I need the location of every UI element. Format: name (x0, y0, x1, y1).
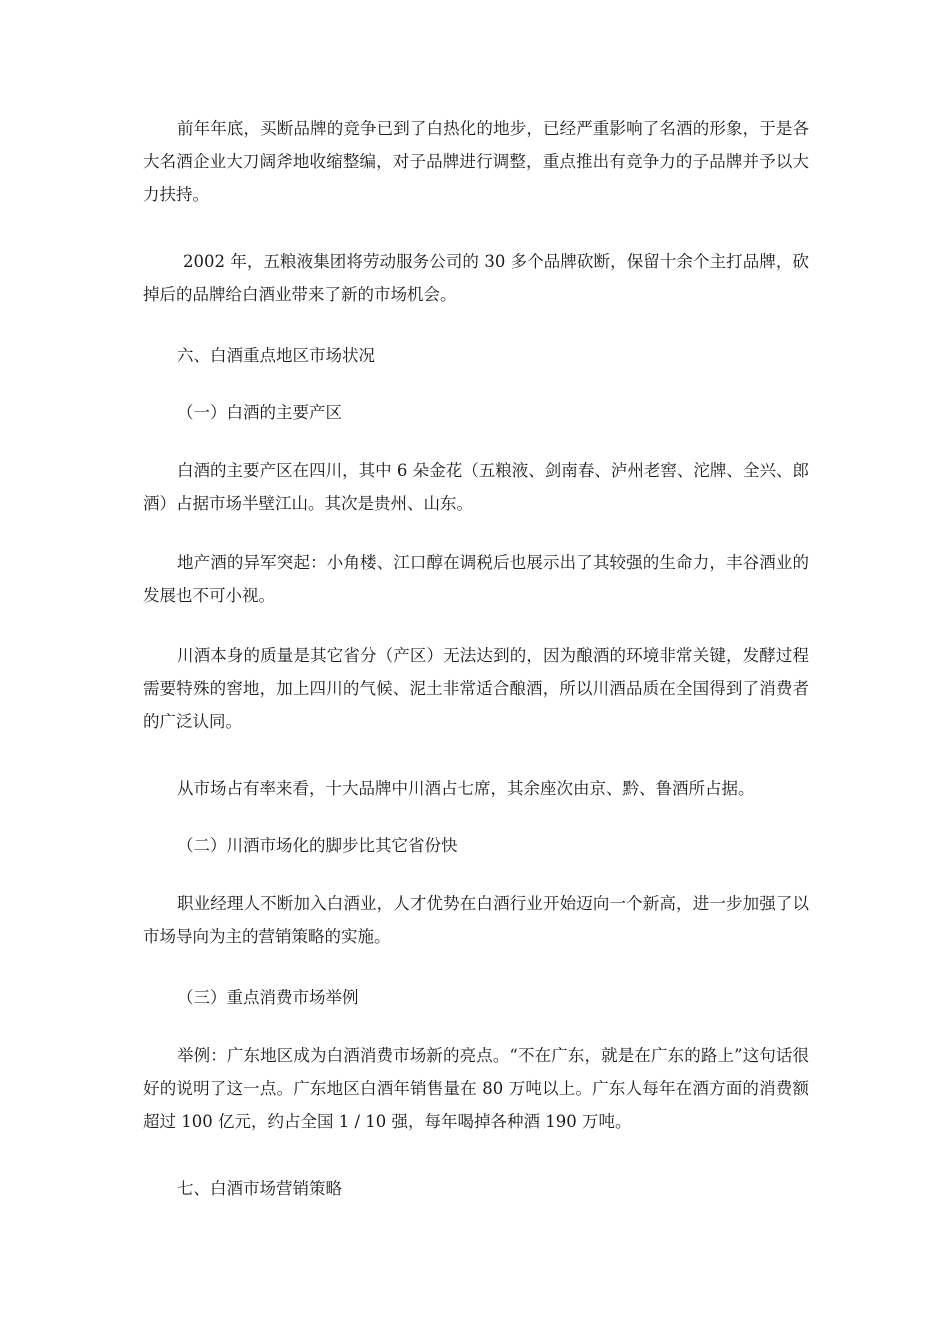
paragraph-guangdong: 举例：广东地区成为白酒消费市场新的亮点。“不在广东，就是在广东的路上”这句话很好的说明了这一点。广东地区白酒年销售量在 80 万吨以上。广东人每年在酒方面的消费额超过 100 亿元，约占全国 1 / 10 强，每年喝掉各种酒 190 万吨。 (143, 1046, 809, 1131)
paragraph-managers: 职业经理人不断加入白酒业，人才优势在白酒行业开始迈向一个新高，进一步加强了以市场导向为主的营销策略的实施。 (143, 894, 809, 946)
paragraph-sichuan-quality: 川酒本身的质量是其它省分（产区）无法达到的，因为酿酒的环境非常关键，发酵过程需要特殊的窖地，加上四川的气候、泥土非常适合酿酒，所以川酒品质在全国得到了消费者的广泛认同。 (143, 646, 809, 731)
paragraph-wuliangye-2002: 2002 年，五粮液集团将劳动服务公司的 30 多个品牌砍断，保留十余个主打品牌，砍掉后的品牌给白酒业带来了新的市场机会。 (143, 252, 809, 304)
subheading-marketization: （二）川酒市场化的脚步比其它省份快 (177, 836, 458, 855)
section-heading-seven: 七、白酒市场营销策略 (177, 1179, 342, 1198)
paragraph-brand-competition: 前年年底，买断品牌的竞争已到了白热化的地步，已经严重影响了名酒的形象，于是各大名酒企业大刀阔斧地收缩整编，对子品牌进行调整，重点推出有竞争力的子品牌并予以大力扶持。 (143, 119, 809, 204)
paragraph-market-share: 从市场占有率来看，十大品牌中川酒占七席，其余座次由京、黔、鲁酒所占据。 (177, 779, 755, 798)
subheading-consumer-markets: （三）重点消费市场举例 (177, 988, 359, 1007)
subheading-main-regions: （一）白酒的主要产区 (177, 403, 342, 422)
paragraph-local-liquor: 地产酒的异军突起：小角楼、江口醇在调税后也展示出了其较强的生命力，丰谷酒业的发展也不可小视。 (143, 553, 809, 605)
paragraph-sichuan-regions: 白酒的主要产区在四川，其中 6 朵金花（五粮液、剑南春、泸州老窖、沱牌、全兴、郎酒）占据市场半壁江山。其次是贵州、山东。 (143, 461, 809, 513)
section-heading-six: 六、白酒重点地区市场状况 (177, 346, 375, 365)
